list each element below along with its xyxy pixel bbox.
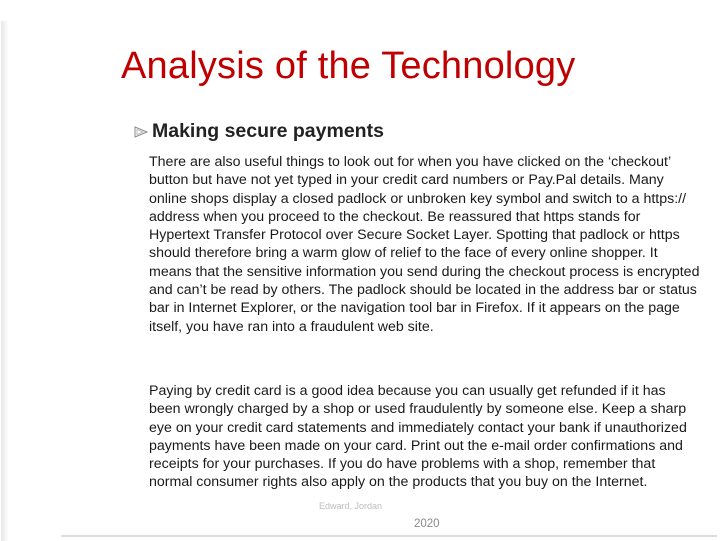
paragraph-credit-card: Paying by credit card is a good idea because you can usually get refunded if it has been wrongly charged by a shop or used fraudulently by someone else. Keep a sharp eye on your credit card statements and immediately contact your bank if unauthorized payments have been made on your card. Print out the e-mail order confirmations and receipts for your purchases. If you do have problems with a shop, remember that normal consumer rights also apply on the products that you buy on the Internet. bbox=[149, 383, 687, 491]
footer-author: Edward, Jordan bbox=[319, 501, 383, 511]
bullet-heading-label: Making secure payments bbox=[152, 120, 384, 142]
hollow-triangle-bullet-icon bbox=[132, 123, 150, 141]
bullet-heading bbox=[132, 120, 384, 143]
footer-year: 2020 bbox=[414, 518, 440, 530]
slide-left-shadow bbox=[1, 21, 9, 541]
slide-bottom-divider bbox=[61, 535, 717, 537]
paragraph-checkout-security: There are also useful things to look out for when you have clicked on the ‘checkout’ button but have not yet typed in your credit card numbers or Pay.Pal details. Many online shops display a closed padlock or unbroken key symbol and switch to a https:// address when you proceed to the checkout. Be reassured that https stands for Hypertext Transfer Protocol over Secure Socket Layer. Spotting that padlock or https should therefore bring a warm glow of relief to the face of every online shopper. It means that the sensitive information you send during the checkout process is encrypted and can’t be read by others. The padlock should be located in the address bar or status bar in Internet Explorer, or the navigation tool bar in Firefox. If it appears on the page itself, you have ran into a fraudulent web site. bbox=[149, 154, 700, 335]
slide-title: Analysis of the Technology bbox=[121, 45, 576, 87]
